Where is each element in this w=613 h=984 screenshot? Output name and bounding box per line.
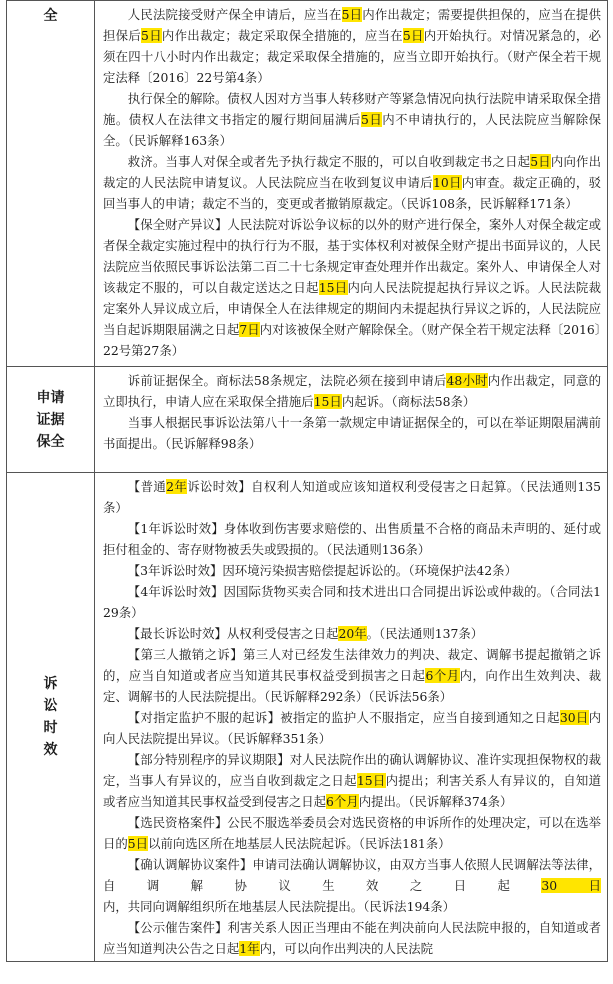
paragraph-text: 内作出裁定，同意的立即执行，申请人应在采取保全措施后 — [103, 373, 601, 409]
paragraph-text: 执行保全的解除。债权人因对方当事人转移财产等紧急情况向执行法院申请采取保全措施。债权人在法律文书指定的履行期间届满后 — [103, 91, 601, 127]
highlighted-deadline: 30日 — [559, 710, 589, 725]
paragraph-text: 以前向选区所在地基层人民法院起诉。（民诉法181条） — [148, 836, 451, 851]
highlighted-deadline: 5日 — [402, 28, 424, 43]
highlighted-deadline: 5日 — [127, 836, 149, 851]
paragraph-text: 【4年诉讼时效】因国际货物买卖合同和技术进出口合同提出诉讼或仲裁的。（合同法129条） — [103, 584, 601, 620]
paragraph-text: 内向作出裁定的人民法院申请复议。人民法院应当在收到复议申请后 — [103, 154, 602, 190]
row-evidence-preservation — [7, 367, 608, 473]
provision-paragraph — [103, 644, 601, 707]
highlighted-deadline: 10日 — [432, 175, 462, 190]
paragraph-text: 内向人民法院提起执行异议之诉。人民法院裁定案外人异议成立后，申请保全人在法律规定的期间内未提起执行异议之诉的，人民法院应当自起诉期限届满之日起 — [103, 280, 601, 337]
paragraph-text: 诉前证据保全。商标法58条规定，法院必须在接到申请后 — [127, 373, 447, 388]
paragraph-text: 内开始执行。对情况紧急的，必须在四十八小时内作出裁定；裁定采取保全措施的，应当立即开始执行。（财产保全若干规定法释〔2016〕22号第4条） — [103, 28, 601, 85]
highlighted-deadline: 48小时 — [446, 373, 488, 388]
provision-paragraph — [103, 854, 601, 917]
paragraph-text: 诉讼时效】自权利人知道或应该知道权利受侵害之日起算。（民法通则135条） — [103, 479, 601, 515]
highlighted-deadline: 15日 — [356, 773, 386, 788]
category-label: 申请 — [36, 389, 65, 406]
provision-paragraph — [103, 518, 601, 560]
provision-paragraph — [103, 412, 601, 454]
paragraph-text: 救济。当事人对保全或者先予执行裁定不服的，可以自收到裁定书之日起 — [127, 154, 531, 169]
paragraph-text: 内起诉。（商标法58条） — [341, 394, 476, 409]
deadline-table — [6, 0, 608, 962]
paragraph-text: 【确认调解协议案件】申请司法确认调解协议，由双方当事人依照人民调解法等法律，自调解协议生效之日起 — [103, 857, 601, 893]
paragraph-text: 内审查。裁定正确的，驳回当事人的申请；裁定不当的，变更或者撤销原裁定。（民诉108条，民诉解释171条） — [103, 175, 602, 211]
category-label: 讼 — [43, 698, 58, 714]
highlighted-deadline: 7日 — [239, 322, 260, 337]
paragraph-text: 当事人根据民事诉讼法第八十一条第一款规定申请证据保全的，可以在举证期限届满前书面提出。（民诉解释98条） — [103, 415, 601, 451]
provision-paragraph — [103, 581, 601, 623]
paragraph-text: 【保全财产异议】人民法院对诉讼争议标的以外的财产进行保全，案外人对保全裁定或者保全裁定实施过程中的执行行为不服，基于实体权利对被保全财产提出书面异议的，人民法院应当依照民事诉讼法第二百二十七条规定审查处理并作出裁定。案外人、申请保全人对该裁定不服的，可以自裁定送达之日起 — [103, 217, 601, 295]
row-limitation-period — [7, 473, 608, 962]
paragraph-text: 【选民资格案件】公民不服选举委员会对选民资格的申诉所作的处理决定，可以在选举日的 — [103, 815, 601, 851]
category-label: 时 — [43, 720, 58, 736]
highlighted-deadline: 2年 — [166, 479, 188, 494]
highlighted-deadline: 15日 — [318, 280, 348, 295]
paragraph-text: 内，向作出生效判决、裁定、调解书的人民法院提出。（民诉解释292条）（民诉法56条） — [103, 668, 602, 704]
category-label: 证据 — [36, 411, 65, 428]
highlighted-deadline: 5日 — [341, 7, 363, 22]
paragraph-text: 【第三人撤销之诉】第三人对已经发生法律效力的判决、裁定、调解书提起撤销之诉的，应当自知道或者应当知道其民事权益受到损害之日起 — [103, 647, 601, 683]
highlighted-deadline: 6个月 — [326, 794, 359, 809]
provision-paragraph — [103, 917, 601, 959]
provision-paragraph — [103, 476, 601, 518]
highlighted-deadline: 5日 — [530, 154, 551, 169]
provision-paragraph — [103, 707, 601, 749]
highlighted-deadline: 20年 — [338, 626, 367, 641]
category-cell — [7, 473, 95, 962]
provision-paragraph — [103, 4, 601, 88]
provision-paragraph — [103, 560, 601, 581]
provision-paragraph — [103, 214, 601, 361]
paragraph-text: 内提出；利害关系人有异议的，自知道或者应当知道其民事权益受到侵害之日起 — [103, 773, 602, 809]
paragraph-text: 内作出裁定；需要提供担保的，应当在提供担保后 — [103, 7, 602, 43]
paragraph-text: 。（民法通则137条） — [366, 626, 484, 641]
category-cell — [7, 1, 95, 367]
paragraph-text: 【3年诉讼时效】因环境污染损害赔偿提起诉讼的。（环境保护法42条） — [127, 563, 517, 578]
provision-paragraph — [103, 151, 601, 214]
content-cell — [95, 367, 608, 473]
paragraph-text: 【普通 — [127, 479, 167, 494]
category-cell — [7, 367, 95, 473]
paragraph-text: 【最长诉讼时效】从权利受侵害之日起 — [127, 626, 339, 641]
paragraph-text: 内向人民法院提出异议。（民诉解释351条） — [103, 710, 601, 746]
category-label: 诉 — [43, 676, 58, 692]
provision-paragraph — [103, 749, 601, 812]
category-label: 全 — [43, 8, 58, 24]
provision-paragraph — [103, 88, 601, 151]
paragraph-text: 人民法院接受财产保全申请后，应当在 — [127, 7, 342, 22]
highlighted-deadline: 5日 — [360, 112, 383, 127]
row-preservation — [7, 1, 608, 367]
paragraph-text: 【公示催告案件】利害关系人因正当理由不能在判决前向人民法院申报的，自知道或者应当知道判决公告之日起 — [103, 920, 601, 956]
paragraph-text: 【对指定监护不服的起诉】被指定的监护人不服指定，应当自接到通知之日起 — [127, 710, 560, 725]
paragraph-text: 【1年诉讼时效】身体收到伤害要求赔偿的、出售质量不合格的商品未声明的、延付或拒付租金的、寄存财物被丢失或毁损的。（民法通则136条） — [103, 521, 601, 557]
category-label: 保全 — [36, 433, 65, 450]
paragraph-text: 内对该被保全财产解除保全。（财产保全若干规定法释〔2016〕22号第27条） — [103, 322, 601, 358]
content-cell — [95, 1, 608, 367]
provision-paragraph — [103, 812, 601, 854]
content-cell — [95, 473, 608, 962]
paragraph-text: 内，共同向调解组织所在地基层人民法院提出。（民诉法194条） — [103, 899, 455, 914]
paragraph-text: 内提出。（民诉解释374条） — [358, 794, 513, 809]
highlighted-deadline: 30日 — [541, 878, 601, 893]
paragraph-text: 【部分特别程序的异议期限】对人民法院作出的确认调解协议、准许实现担保物权的裁定，当事人有异议的，应当自收到裁定之日起 — [103, 752, 601, 788]
provision-paragraph — [103, 623, 601, 644]
paragraph-text: 内作出裁定；裁定采取保全措施的，应当在 — [161, 28, 403, 43]
highlighted-deadline: 1年 — [239, 941, 260, 956]
category-label: 效 — [43, 742, 58, 758]
paragraph-text: 内不申请执行的，人民法院应当解除保全。（民诉解释163条） — [103, 112, 602, 148]
highlighted-deadline: 15日 — [313, 394, 342, 409]
paragraph-text: 内，可以向作出判决的人民法院 — [259, 941, 434, 956]
provision-paragraph — [103, 370, 601, 412]
highlighted-deadline: 5日 — [141, 28, 162, 43]
highlighted-deadline: 6个月 — [425, 668, 460, 683]
